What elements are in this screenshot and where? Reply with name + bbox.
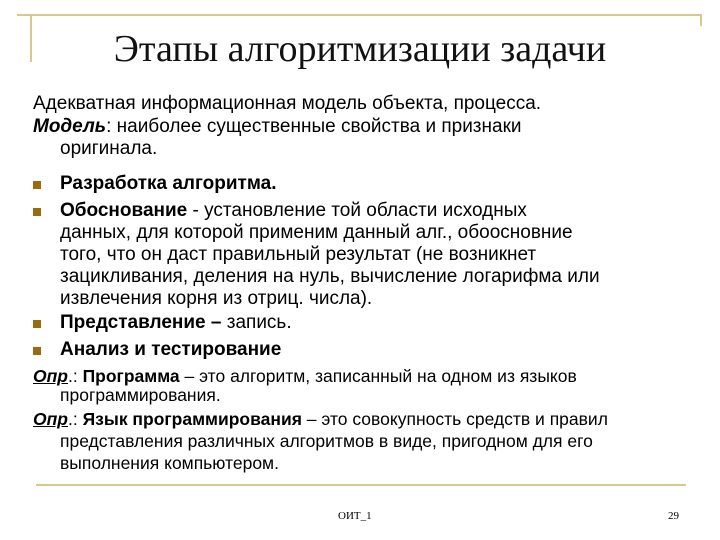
justification-term: Обоснование <box>60 200 188 221</box>
language-term: Язык программирования <box>82 409 302 429</box>
definition-program <box>33 366 577 387</box>
justification-text: - установление той области исходных <box>187 200 527 221</box>
definition-prefix: Опр <box>33 409 68 429</box>
bullet-representation <box>60 311 292 334</box>
representation-text: запись. <box>221 312 292 333</box>
model-continuation: оригинала. <box>60 138 158 159</box>
bullet-analysis: Анализ и тестирование <box>60 339 282 360</box>
bullet-icon <box>33 320 41 328</box>
language-text: – это совокупность средств и правил <box>301 409 608 429</box>
model-term: Модель <box>33 116 107 137</box>
justification-line-4: зацикливания, деления на нуль, вычисление логарифма или <box>60 266 600 287</box>
bullet-algorithm: Разработка алгоритма. <box>60 173 277 194</box>
definition-prefix: Опр <box>33 366 68 386</box>
slide-title: Этапы алгоритмизации задачи <box>113 28 607 70</box>
model-line <box>33 115 522 138</box>
bullet-icon <box>33 208 41 216</box>
program-text: – это алгоритм, записанный на одном из языков <box>179 366 577 386</box>
bullet-icon <box>33 181 41 189</box>
definition-language-line-3: выполнения компьютером. <box>60 453 279 473</box>
representation-term: Представление – <box>60 312 222 333</box>
justification-line-5: извлечения корня из отриц. числа). <box>60 288 373 309</box>
justification-line-2: данных, для которой применим данный алг., обоосновние <box>60 222 573 243</box>
program-term: Программа <box>82 366 180 386</box>
bullet-justification <box>60 199 527 222</box>
footer-label: ОИТ_1 <box>338 510 372 522</box>
decor-bottom-line <box>36 484 686 486</box>
definition-colon: .: <box>68 366 83 386</box>
intro-line <box>33 92 541 115</box>
definition-program-continuation: программирования. <box>60 385 221 405</box>
definition-language <box>33 409 608 430</box>
justification-line-3: того, что он даст правильный результат (не возникнет <box>60 244 537 265</box>
model-text: : наиболее существенные свойства и признаки <box>106 116 522 137</box>
page-number: 29 <box>668 510 679 522</box>
intro-text: Адекватная информационная модель объекта, процесса. <box>33 93 542 114</box>
definition-colon: .: <box>68 409 83 429</box>
definition-language-line-2: представления различных алгоритмов в виде, пригодном для его <box>60 431 593 451</box>
decor-right-tick <box>700 14 702 26</box>
decor-top-line <box>17 14 702 16</box>
bullet-icon <box>33 347 41 355</box>
